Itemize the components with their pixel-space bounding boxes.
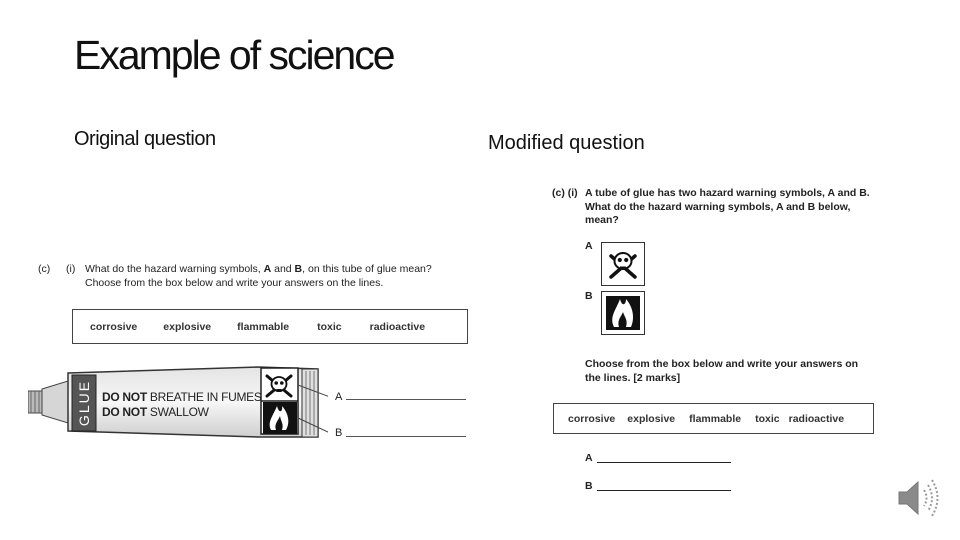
warning-swallow: DO NOT SWALLOW (102, 405, 209, 419)
original-question-heading: Original question (74, 128, 216, 150)
skull-crossbones-icon (602, 243, 644, 285)
option-radioactive: radioactive (788, 412, 845, 425)
question-line-2: Choose from the box below and write your answers on the lines. (85, 277, 384, 289)
question-line-1: What do the hazard warning symbols, A and B, on this tube of glue mean? (85, 263, 432, 275)
symbol-label-b: B (585, 290, 593, 302)
symbol-box-b (601, 291, 645, 335)
flame-icon (263, 402, 297, 434)
option-flammable: flammable (237, 320, 290, 333)
option-corrosive: corrosive (568, 412, 616, 425)
original-options-box (72, 309, 468, 344)
option-flammable: flammable (689, 412, 742, 425)
answer-line-a[interactable] (597, 462, 731, 463)
option-toxic: toxic (755, 412, 780, 425)
modified-question-heading: Modified question (488, 132, 645, 154)
symbol-box-a (601, 242, 645, 286)
speaker-icon[interactable] (896, 474, 942, 522)
answer-line-a[interactable] (346, 399, 466, 400)
slide-title: Example of science (74, 32, 394, 78)
flame-icon (602, 292, 644, 334)
modified-options-box (553, 403, 874, 434)
answer-label-a: A (335, 391, 343, 403)
question-number: (c) (i) (552, 187, 578, 199)
answer-line-b[interactable] (346, 436, 466, 437)
option-toxic: toxic (317, 320, 342, 333)
option-explosive: explosive (627, 412, 676, 425)
glue-brand-label: GLUE (76, 379, 92, 427)
answer-line-b[interactable] (597, 490, 731, 491)
question-number: (c) (38, 263, 51, 275)
question-sub-number: (i) (66, 263, 76, 275)
warning-fumes: DO NOT BREATHE IN FUMES (102, 390, 262, 404)
symbol-label-a: A (585, 240, 593, 252)
option-radioactive: radioactive (369, 320, 426, 333)
option-corrosive: corrosive (90, 320, 138, 333)
option-explosive: explosive (163, 320, 212, 333)
modified-instruction: Choose from the box below and write your answers on the lines. [2 marks] (585, 358, 859, 384)
answer-label-a: A (585, 452, 593, 464)
answer-label-b: B (335, 427, 343, 439)
question-body: A tube of glue has two hazard warning symbols, A and B. What do the hazard warning symbols, A and B below, mean? (585, 187, 870, 226)
answer-label-b: B (585, 480, 593, 492)
